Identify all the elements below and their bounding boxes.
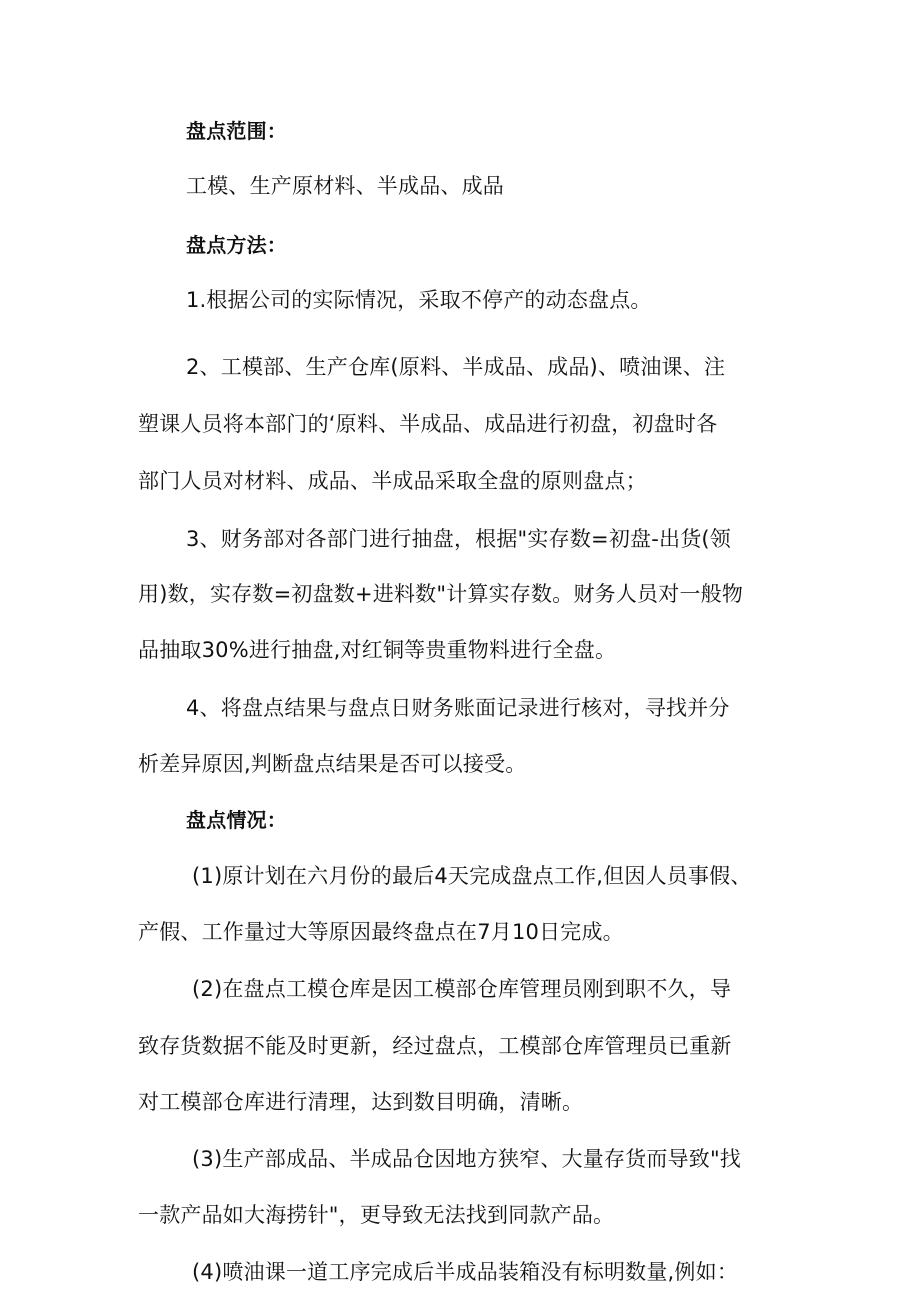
scope-text: 工模、生产原材料、半成品、成品 xyxy=(186,174,504,198)
method-item-2-line-2: 塑课人员将本部门的‘原料、半成品、成品进行初盘，初盘时各 xyxy=(138,412,718,436)
method-item-2-line-3: 部门人员对材料、成品、半成品采取全盘的原则盘点； xyxy=(138,469,647,493)
situation-item-1-line-2: 产假、工作量过大等原因最终盘点在7月10日完成。 xyxy=(138,920,624,944)
situation-item-3-line-2: 一款产品如大海捞针"，更导致无法找到同款产品。 xyxy=(138,1203,615,1227)
method-item-4-line-2: 析差异原因,判断盘点结果是否可以接受。 xyxy=(138,752,527,776)
method-item-4-line-1: 4、将盘点结果与盘点日财务账面记录进行核对，寻找并分 xyxy=(186,696,730,720)
method-item-3-line-1: 3、财务部对各部门进行抽盘，根据"实存数=初盘-出货(领 xyxy=(186,527,731,551)
method-heading: 盘点方法： xyxy=(186,233,287,257)
situation-item-3-line-1: (3)生产部成品、半成品仓因地方狭窄、大量存货而导致"找 xyxy=(192,1147,742,1171)
method-item-1-line-1: 1.根据公司的实际情况，采取不停产的动态盘点。 xyxy=(186,288,652,312)
method-item-2-line-1: 2、工模部、生产仓库(原料、半成品、成品)、喷油课、注 xyxy=(186,355,726,379)
method-item-3-line-3: 品抽取30%进行抽盘,对红铜等贵重物料进行全盘。 xyxy=(138,638,617,662)
situation-item-2-line-3: 对工模部仓库进行清理，达到数目明确，清晰。 xyxy=(138,1090,584,1114)
scope-heading: 盘点范围： xyxy=(186,119,287,143)
situation-item-1-line-1: (1)原计划在六月份的最后4天完成盘点工作,但因人员事假、 xyxy=(192,864,752,888)
method-item-3-line-2: 用)数，实存数=初盘数+进料数"计算实存数。财务人员对一般物 xyxy=(138,582,744,606)
situation-item-2-line-2: 致存货数据不能及时更新，经过盘点，工模部仓库管理员已重新 xyxy=(138,1034,732,1058)
situation-heading: 盘点情况： xyxy=(186,808,287,832)
situation-item-4-line-1: (4)喷油课一道工序完成后半成品装箱没有标明数量,例如： xyxy=(192,1260,739,1284)
situation-item-2-line-1: (2)在盘点工模仓库是因工模部仓库管理员刚到职不久，导 xyxy=(192,977,732,1001)
